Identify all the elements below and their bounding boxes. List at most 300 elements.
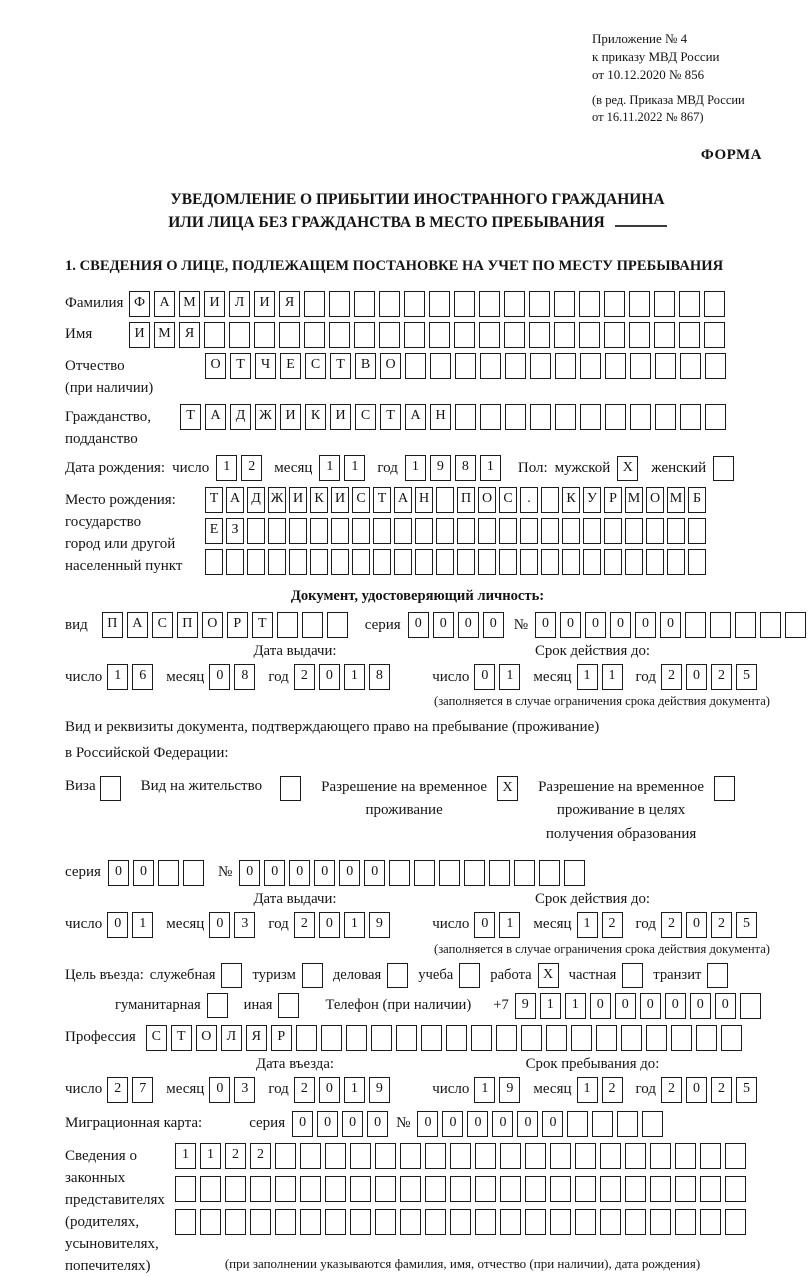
char-cell[interactable]	[617, 1111, 638, 1137]
char-cell[interactable]	[400, 1143, 421, 1169]
char-cell[interactable]	[583, 518, 601, 544]
char-cell[interactable]: 1	[200, 1143, 221, 1169]
char-cell[interactable]	[254, 322, 275, 348]
char-cell[interactable]: 0	[467, 1111, 488, 1137]
char-cell[interactable]	[478, 518, 496, 544]
char-cell[interactable]: 0	[474, 664, 495, 690]
char-cell[interactable]	[671, 1025, 692, 1051]
char-cell[interactable]	[555, 353, 576, 379]
char-cell[interactable]: 2	[711, 664, 732, 690]
edu-residence-permit-checkbox[interactable]	[714, 776, 735, 801]
char-cell[interactable]: 0	[542, 1111, 563, 1137]
char-cell[interactable]: А	[394, 487, 412, 513]
char-cell[interactable]: Т	[380, 404, 401, 430]
char-cell[interactable]	[740, 993, 761, 1019]
char-cell[interactable]	[439, 860, 460, 886]
char-cell[interactable]	[229, 322, 250, 348]
char-cell[interactable]	[596, 1025, 617, 1051]
char-cell[interactable]	[450, 1176, 471, 1202]
char-cell[interactable]: А	[127, 612, 148, 638]
char-cell[interactable]	[175, 1176, 196, 1202]
char-cell[interactable]: 0	[483, 612, 504, 638]
char-cell[interactable]	[275, 1176, 296, 1202]
char-cell[interactable]: 0	[517, 1111, 538, 1137]
char-cell[interactable]: 0	[433, 612, 454, 638]
char-cell[interactable]	[289, 518, 307, 544]
char-cell[interactable]: К	[310, 487, 328, 513]
char-cell[interactable]	[205, 549, 223, 575]
char-cell[interactable]: 1	[577, 912, 598, 938]
char-cell[interactable]	[685, 612, 706, 638]
char-cell[interactable]	[268, 518, 286, 544]
char-cell[interactable]: 1	[319, 455, 340, 481]
char-cell[interactable]	[525, 1209, 546, 1235]
char-cell[interactable]	[405, 353, 426, 379]
char-cell[interactable]: Т	[171, 1025, 192, 1051]
char-cell[interactable]	[529, 322, 550, 348]
char-cell[interactable]: О	[646, 487, 664, 513]
char-cell[interactable]: 0	[364, 860, 385, 886]
temp-residence-permit-checkbox[interactable]: X	[497, 776, 518, 801]
char-cell[interactable]	[450, 1209, 471, 1235]
char-cell[interactable]: 1	[480, 455, 501, 481]
char-cell[interactable]	[436, 487, 454, 513]
purpose-work-checkbox[interactable]: X	[538, 963, 559, 988]
char-cell[interactable]	[680, 404, 701, 430]
char-cell[interactable]: 1	[132, 912, 153, 938]
char-cell[interactable]	[480, 353, 501, 379]
char-cell[interactable]: 2	[711, 1077, 732, 1103]
char-cell[interactable]	[525, 1143, 546, 1169]
char-cell[interactable]	[562, 549, 580, 575]
char-cell[interactable]	[354, 291, 375, 317]
char-cell[interactable]: С	[355, 404, 376, 430]
char-cell[interactable]	[629, 322, 650, 348]
char-cell[interactable]: 9	[515, 993, 536, 1019]
char-cell[interactable]	[550, 1176, 571, 1202]
char-cell[interactable]: 1	[405, 455, 426, 481]
char-cell[interactable]	[496, 1025, 517, 1051]
char-cell[interactable]	[400, 1209, 421, 1235]
char-cell[interactable]	[350, 1176, 371, 1202]
char-cell[interactable]: 8	[234, 664, 255, 690]
char-cell[interactable]: А	[226, 487, 244, 513]
char-cell[interactable]	[705, 353, 726, 379]
char-cell[interactable]	[642, 1111, 663, 1137]
char-cell[interactable]	[625, 1176, 646, 1202]
char-cell[interactable]	[541, 549, 559, 575]
char-cell[interactable]: О	[478, 487, 496, 513]
char-cell[interactable]: М	[625, 487, 643, 513]
char-cell[interactable]: 9	[369, 1077, 390, 1103]
char-cell[interactable]: 0	[665, 993, 686, 1019]
char-cell[interactable]	[352, 549, 370, 575]
char-cell[interactable]: С	[305, 353, 326, 379]
char-cell[interactable]	[331, 518, 349, 544]
char-cell[interactable]	[327, 612, 348, 638]
char-cell[interactable]	[404, 322, 425, 348]
char-cell[interactable]: 0	[458, 612, 479, 638]
char-cell[interactable]: 5	[736, 912, 757, 938]
char-cell[interactable]: 0	[560, 612, 581, 638]
char-cell[interactable]	[629, 291, 650, 317]
char-cell[interactable]	[425, 1209, 446, 1235]
char-cell[interactable]: 2	[294, 912, 315, 938]
char-cell[interactable]	[499, 549, 517, 575]
char-cell[interactable]: М	[154, 322, 175, 348]
char-cell[interactable]	[555, 404, 576, 430]
char-cell[interactable]	[329, 322, 350, 348]
char-cell[interactable]	[583, 549, 601, 575]
char-cell[interactable]: Т	[230, 353, 251, 379]
char-cell[interactable]: Б	[688, 487, 706, 513]
char-cell[interactable]	[725, 1209, 746, 1235]
char-cell[interactable]: 0	[590, 993, 611, 1019]
char-cell[interactable]	[430, 353, 451, 379]
char-cell[interactable]: 0	[686, 912, 707, 938]
char-cell[interactable]	[575, 1209, 596, 1235]
purpose-humanitarian-checkbox[interactable]	[207, 993, 228, 1018]
char-cell[interactable]: 0	[209, 664, 230, 690]
char-cell[interactable]	[760, 612, 781, 638]
char-cell[interactable]	[158, 860, 179, 886]
char-cell[interactable]: 0	[319, 664, 340, 690]
char-cell[interactable]	[310, 518, 328, 544]
char-cell[interactable]	[696, 1025, 717, 1051]
char-cell[interactable]: Л	[229, 291, 250, 317]
char-cell[interactable]: 6	[132, 664, 153, 690]
char-cell[interactable]	[200, 1176, 221, 1202]
char-cell[interactable]: 0	[239, 860, 260, 886]
char-cell[interactable]: 2	[661, 912, 682, 938]
char-cell[interactable]: 1	[577, 664, 598, 690]
char-cell[interactable]: И	[204, 291, 225, 317]
sex-female-checkbox[interactable]	[713, 456, 734, 481]
char-cell[interactable]	[479, 291, 500, 317]
char-cell[interactable]	[650, 1143, 671, 1169]
visa-checkbox[interactable]	[100, 776, 121, 801]
char-cell[interactable]	[650, 1209, 671, 1235]
char-cell[interactable]: 0	[264, 860, 285, 886]
char-cell[interactable]: 9	[499, 1077, 520, 1103]
char-cell[interactable]	[646, 549, 664, 575]
char-cell[interactable]: 5	[736, 664, 757, 690]
char-cell[interactable]: 0	[635, 612, 656, 638]
char-cell[interactable]	[564, 860, 585, 886]
char-cell[interactable]	[604, 291, 625, 317]
char-cell[interactable]	[455, 404, 476, 430]
char-cell[interactable]: 0	[417, 1111, 438, 1137]
char-cell[interactable]	[550, 1143, 571, 1169]
char-cell[interactable]	[679, 322, 700, 348]
char-cell[interactable]: Т	[205, 487, 223, 513]
char-cell[interactable]	[375, 1209, 396, 1235]
char-cell[interactable]: В	[355, 353, 376, 379]
char-cell[interactable]: Т	[373, 487, 391, 513]
char-cell[interactable]: И	[129, 322, 150, 348]
char-cell[interactable]: У	[583, 487, 601, 513]
char-cell[interactable]	[379, 291, 400, 317]
char-cell[interactable]	[250, 1209, 271, 1235]
char-cell[interactable]	[464, 860, 485, 886]
char-cell[interactable]: Е	[280, 353, 301, 379]
char-cell[interactable]	[421, 1025, 442, 1051]
char-cell[interactable]	[504, 322, 525, 348]
char-cell[interactable]	[354, 322, 375, 348]
char-cell[interactable]: Р	[604, 487, 622, 513]
char-cell[interactable]: 0	[209, 912, 230, 938]
char-cell[interactable]	[562, 518, 580, 544]
char-cell[interactable]: 8	[455, 455, 476, 481]
char-cell[interactable]	[600, 1143, 621, 1169]
char-cell[interactable]: О	[380, 353, 401, 379]
char-cell[interactable]	[520, 549, 538, 575]
char-cell[interactable]	[331, 549, 349, 575]
char-cell[interactable]: 8	[369, 664, 390, 690]
char-cell[interactable]	[675, 1176, 696, 1202]
char-cell[interactable]: 2	[294, 664, 315, 690]
char-cell[interactable]	[183, 860, 204, 886]
char-cell[interactable]	[499, 518, 517, 544]
char-cell[interactable]	[600, 1209, 621, 1235]
char-cell[interactable]	[455, 353, 476, 379]
char-cell[interactable]: Д	[230, 404, 251, 430]
char-cell[interactable]	[646, 518, 664, 544]
purpose-business-checkbox[interactable]	[221, 963, 242, 988]
char-cell[interactable]	[655, 353, 676, 379]
char-cell[interactable]	[600, 1176, 621, 1202]
char-cell[interactable]	[725, 1176, 746, 1202]
char-cell[interactable]	[304, 322, 325, 348]
char-cell[interactable]: 0	[585, 612, 606, 638]
char-cell[interactable]	[425, 1143, 446, 1169]
char-cell[interactable]: Н	[415, 487, 433, 513]
char-cell[interactable]: 1	[577, 1077, 598, 1103]
char-cell[interactable]: 2	[661, 664, 682, 690]
char-cell[interactable]	[604, 549, 622, 575]
char-cell[interactable]	[425, 1176, 446, 1202]
char-cell[interactable]	[389, 860, 410, 886]
char-cell[interactable]	[521, 1025, 542, 1051]
char-cell[interactable]	[604, 322, 625, 348]
char-cell[interactable]: 0	[615, 993, 636, 1019]
char-cell[interactable]	[705, 404, 726, 430]
char-cell[interactable]	[457, 518, 475, 544]
char-cell[interactable]: Ф	[129, 291, 150, 317]
char-cell[interactable]: 1	[344, 455, 365, 481]
char-cell[interactable]	[575, 1143, 596, 1169]
char-cell[interactable]: 0	[610, 612, 631, 638]
purpose-private-checkbox[interactable]	[622, 963, 643, 988]
char-cell[interactable]	[436, 518, 454, 544]
char-cell[interactable]	[504, 291, 525, 317]
char-cell[interactable]: 2	[602, 1077, 623, 1103]
char-cell[interactable]: 0	[209, 1077, 230, 1103]
char-cell[interactable]: Е	[205, 518, 223, 544]
char-cell[interactable]: 0	[292, 1111, 313, 1137]
char-cell[interactable]	[554, 291, 575, 317]
char-cell[interactable]: А	[405, 404, 426, 430]
char-cell[interactable]	[567, 1111, 588, 1137]
char-cell[interactable]	[373, 549, 391, 575]
char-cell[interactable]: 0	[492, 1111, 513, 1137]
char-cell[interactable]	[700, 1176, 721, 1202]
char-cell[interactable]: Т	[330, 353, 351, 379]
char-cell[interactable]	[352, 518, 370, 544]
char-cell[interactable]: Т	[180, 404, 201, 430]
char-cell[interactable]: 0	[535, 612, 556, 638]
char-cell[interactable]	[721, 1025, 742, 1051]
char-cell[interactable]: Я	[246, 1025, 267, 1051]
char-cell[interactable]: Р	[271, 1025, 292, 1051]
char-cell[interactable]: С	[352, 487, 370, 513]
char-cell[interactable]: 2	[107, 1077, 128, 1103]
char-cell[interactable]: 9	[369, 912, 390, 938]
char-cell[interactable]: А	[154, 291, 175, 317]
char-cell[interactable]: 1	[474, 1077, 495, 1103]
char-cell[interactable]: Ж	[268, 487, 286, 513]
char-cell[interactable]	[429, 322, 450, 348]
char-cell[interactable]: 0	[133, 860, 154, 886]
char-cell[interactable]: 1	[344, 912, 365, 938]
char-cell[interactable]	[375, 1143, 396, 1169]
char-cell[interactable]: М	[179, 291, 200, 317]
purpose-tourism-checkbox[interactable]	[302, 963, 323, 988]
char-cell[interactable]	[200, 1209, 221, 1235]
char-cell[interactable]: С	[146, 1025, 167, 1051]
char-cell[interactable]	[575, 1176, 596, 1202]
char-cell[interactable]	[675, 1143, 696, 1169]
char-cell[interactable]	[454, 322, 475, 348]
char-cell[interactable]: О	[202, 612, 223, 638]
char-cell[interactable]	[379, 322, 400, 348]
char-cell[interactable]: Ч	[255, 353, 276, 379]
char-cell[interactable]: 7	[132, 1077, 153, 1103]
char-cell[interactable]: 0	[442, 1111, 463, 1137]
char-cell[interactable]	[300, 1209, 321, 1235]
char-cell[interactable]	[725, 1143, 746, 1169]
char-cell[interactable]	[279, 322, 300, 348]
char-cell[interactable]: Р	[227, 612, 248, 638]
char-cell[interactable]: 1	[540, 993, 561, 1019]
char-cell[interactable]	[247, 549, 265, 575]
char-cell[interactable]: 0	[339, 860, 360, 886]
char-cell[interactable]: 0	[289, 860, 310, 886]
purpose-commercial-checkbox[interactable]	[387, 963, 408, 988]
char-cell[interactable]	[679, 291, 700, 317]
char-cell[interactable]	[605, 404, 626, 430]
sex-male-checkbox[interactable]: X	[617, 456, 638, 481]
char-cell[interactable]: 0	[660, 612, 681, 638]
char-cell[interactable]	[350, 1143, 371, 1169]
char-cell[interactable]	[396, 1025, 417, 1051]
char-cell[interactable]: Ж	[255, 404, 276, 430]
char-cell[interactable]	[579, 291, 600, 317]
char-cell[interactable]	[604, 518, 622, 544]
char-cell[interactable]	[325, 1209, 346, 1235]
char-cell[interactable]: 3	[234, 1077, 255, 1103]
char-cell[interactable]	[505, 353, 526, 379]
char-cell[interactable]	[514, 860, 535, 886]
char-cell[interactable]	[625, 549, 643, 575]
char-cell[interactable]	[500, 1176, 521, 1202]
char-cell[interactable]	[700, 1209, 721, 1235]
char-cell[interactable]: П	[457, 487, 475, 513]
char-cell[interactable]	[700, 1143, 721, 1169]
char-cell[interactable]	[539, 860, 560, 886]
char-cell[interactable]: К	[562, 487, 580, 513]
char-cell[interactable]: 1	[107, 664, 128, 690]
char-cell[interactable]	[605, 353, 626, 379]
char-cell[interactable]: 9	[430, 455, 451, 481]
char-cell[interactable]	[520, 518, 538, 544]
char-cell[interactable]: 0	[686, 1077, 707, 1103]
char-cell[interactable]	[394, 518, 412, 544]
char-cell[interactable]: Д	[247, 487, 265, 513]
char-cell[interactable]	[550, 1209, 571, 1235]
char-cell[interactable]: 0	[640, 993, 661, 1019]
char-cell[interactable]: С	[152, 612, 173, 638]
char-cell[interactable]	[500, 1209, 521, 1235]
char-cell[interactable]	[250, 1176, 271, 1202]
char-cell[interactable]: М	[667, 487, 685, 513]
char-cell[interactable]	[446, 1025, 467, 1051]
char-cell[interactable]: 0	[715, 993, 736, 1019]
char-cell[interactable]	[580, 353, 601, 379]
char-cell[interactable]	[654, 291, 675, 317]
char-cell[interactable]: .	[520, 487, 538, 513]
char-cell[interactable]	[289, 549, 307, 575]
char-cell[interactable]	[478, 549, 496, 575]
char-cell[interactable]	[454, 291, 475, 317]
char-cell[interactable]: Н	[430, 404, 451, 430]
char-cell[interactable]: 1	[499, 912, 520, 938]
char-cell[interactable]: Я	[279, 291, 300, 317]
char-cell[interactable]: 0	[367, 1111, 388, 1137]
char-cell[interactable]	[479, 322, 500, 348]
char-cell[interactable]	[655, 404, 676, 430]
char-cell[interactable]: Я	[179, 322, 200, 348]
char-cell[interactable]	[275, 1143, 296, 1169]
char-cell[interactable]	[704, 291, 725, 317]
char-cell[interactable]	[225, 1209, 246, 1235]
char-cell[interactable]	[175, 1209, 196, 1235]
char-cell[interactable]	[785, 612, 806, 638]
char-cell[interactable]	[225, 1176, 246, 1202]
char-cell[interactable]: 1	[499, 664, 520, 690]
char-cell[interactable]	[735, 612, 756, 638]
char-cell[interactable]	[350, 1209, 371, 1235]
char-cell[interactable]	[621, 1025, 642, 1051]
char-cell[interactable]	[394, 549, 412, 575]
char-cell[interactable]	[489, 860, 510, 886]
char-cell[interactable]	[268, 549, 286, 575]
char-cell[interactable]: 0	[342, 1111, 363, 1137]
char-cell[interactable]	[579, 322, 600, 348]
char-cell[interactable]: 1	[602, 664, 623, 690]
char-cell[interactable]	[414, 860, 435, 886]
char-cell[interactable]	[667, 549, 685, 575]
char-cell[interactable]: И	[289, 487, 307, 513]
char-cell[interactable]	[480, 404, 501, 430]
char-cell[interactable]	[300, 1176, 321, 1202]
char-cell[interactable]: 0	[690, 993, 711, 1019]
char-cell[interactable]	[325, 1143, 346, 1169]
char-cell[interactable]: 5	[736, 1077, 757, 1103]
char-cell[interactable]	[650, 1176, 671, 1202]
char-cell[interactable]	[675, 1209, 696, 1235]
char-cell[interactable]	[592, 1111, 613, 1137]
